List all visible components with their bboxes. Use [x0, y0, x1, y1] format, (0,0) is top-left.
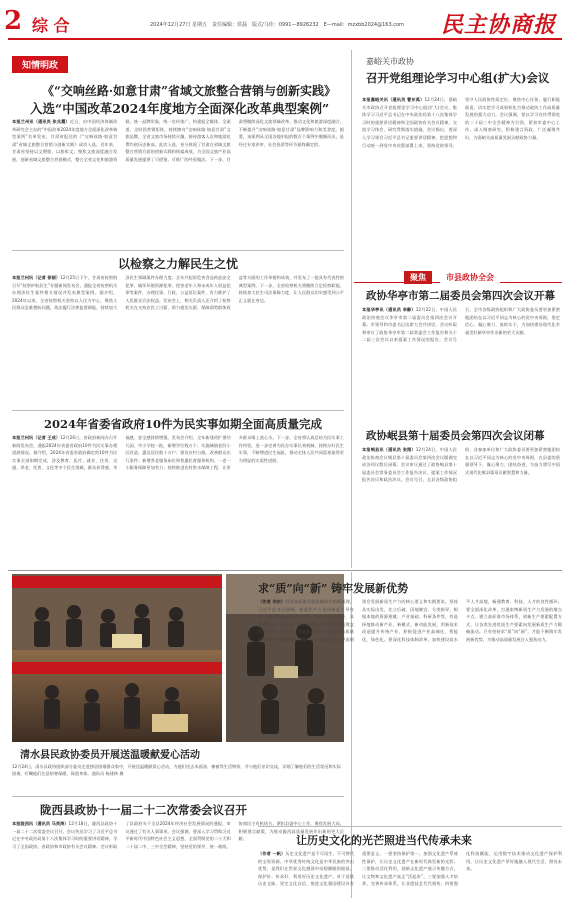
section-title: 综 合 [32, 16, 70, 35]
cppcc2-body [362, 446, 560, 554]
newspaper-logo: 民主协商报 [440, 12, 556, 38]
cppcc-tag: 聚焦 [404, 271, 432, 284]
divider-5 [258, 826, 562, 827]
page-number: 2 [4, 6, 23, 36]
divider-1 [12, 250, 344, 251]
article1-title-line2: 入选“中国改革2024年度地方全面深化改革典型案例” [30, 101, 330, 116]
article1-body [12, 118, 344, 246]
article4-title: 2024年省委省政府10件为民实事如期全面高质量完成 [44, 417, 323, 431]
photo-headline: 清水县民政协委员开展送温暖献爱心活动 [20, 750, 200, 761]
article7-text: 历史文化遗产是不可再生、不可替代的宝贵资源。中华优秀传统文化是中华民族的突出优势，是我们在世界文化激荡中站稳脚跟的根基。保护好、传承好、利用好历史文化遗产，对于延续历史文脉、坚定文化自信、推进文化强国建设具有重要意义。一要坚持保护第一，加强文化遗产系统性保护，让历史文化遗产在新时代焕发新的光彩。二要推动活化利用，创新文化遗产展示传播方式，让文物和文化遗产真正“活起来”。三要加强人才培养，完善传承体系，让非遗技艺代代相传。四要强化科技赋能，运用数字技术推动文化遗产保护利用，让历史文化遗产更好地融入现代生活，照亮未来。 [258, 851, 562, 887]
article3-text: 12月25日下午，甘肃省检察院召开“检察护航民生”专题新闻发布会，通报全省检察机关办理涉民生案件相关情况并发布典型案例。据介绍，2024年以来，全省检察机关坚持以人民为中心，聚焦人民群众急难愁盼问题，依法履行法律监督职能，持续加大涉民生领域案件办理力度。全年共起诉危害食品药品安全犯罪、破坏环境资源犯罪、侵害老年人和未成年人权益犯罪等案件，办理民事、行政、公益诉讼案件，有力维护了人民群众合法权益。发布会上，相关负责人还介绍了检察机关在支持农民工讨薪、助力根治欠薪、保障弱势群体权益等方面的工作举措和成效，并发布了一批具有代表性的典型案例。下一步，全省检察机关将继续立足检察职能，持续加大民生司法保障力度，让人民群众切实感受到公平正义就在身边。 [12, 275, 344, 311]
cppcc1-byline: 本报华亭讯（通讯员 李静） [362, 307, 416, 312]
article7-byline: （作者 一帆） [258, 851, 286, 856]
article5-byline: 本报陇西讯（通讯员 马英涛） [12, 821, 69, 826]
article3-title: 以检察之力解民生之忧 [118, 257, 239, 271]
article2-body [362, 96, 560, 270]
cppcc2-text: 12月24日，中国人民政治协商会议岷县第十届委员会第四次会议圆满完成各项议程后闭幕。会议审议通过了政协岷县第十届委员会常务委员会工作报告决议、提案工作情况报告决议和政治决议。会议号召，全县各级政协组织、各参加单位和广大政协委员要更加紧密地团结在以习近平同志为核心的党中央周围，在县委的坚强领导下，凝心聚力、团结奋进，为奋力谱写中国式现代化岷县篇章贡献智慧和力量。 [362, 447, 560, 483]
divider-2 [12, 410, 344, 411]
article2-text: 12月24日，嘉峪关市政协召开党组理论学习中心组(扩大)会议，集体学习习近平总书记在中央政治局第十八次集体学习时的重要讲话精神和全国政协有关会议精神，交流学习体会，研究贯彻落实措施。会议指出，要深入学习领会习近平总书记重要讲话精神，把思想和行动统一到党中央决策部署上来，坚持党的领导，坚守人民政协性质定位，聚焦中心任务，履行职能职责，切实把学习成果转化为推动政协工作高质量发展的强大动力。会议强调，要以学习宣传贯彻党的二十届三中全会精神为引领，紧扣市委中心工作，深入调查研究，积极建言资政，广泛凝聚共识，为嘉峪关高质量发展贡献政协力量。 [362, 97, 560, 148]
article2-title: 召开党组理论学习中心组(扩大)会议 [366, 71, 550, 85]
column-divider-2 [351, 272, 352, 568]
article6-body [258, 598, 562, 822]
article7-title: 让历史文化的光芒照进当代传承未来 [296, 834, 472, 847]
article6-text: 经济高质量发展是新时代的硬道理。习近平总书记强调，新质生产力是创新起主导作用，摆脱传统经济增长方式、生产力发展路径，具有高科技、高效能、高质量特征，符合新发展理念的先进生产力质态。发展新质生产力是推动高质量发展的内在要求和重要着力点。各地各部门要深刻领会发展新质生产力的核心要义和实践要求，坚持从实际出发，先立后破、因地制宜、分类指导，根据本地的资源禀赋、产业基础、科研条件等，有选择地推动新产业、新模式、新动能发展，用新技术改造提升传统产业，积极促进产业高端化、智能化、绿色化。要深化科技体制改革，加快建设高水平人才高地，畅通教育、科技、人才的良性循环。要全面深化改革，打通束缚新质生产力发展的堵点卡点，建立高标准市场体系，创新生产要素配置方式，让各类先进优质生产要素向发展新质生产力顺畅流动。只有坚持求“质”向“新”，才能不断铸牢发展新优势，为推动高质量发展注入强劲动力。 [258, 599, 562, 642]
event-photo [12, 574, 222, 742]
article1-text: 近日，由中国经济体制改革研究会主办的“中国改革2024年度地方全面深化改革典型案例”名单发布，甘肃省报送的《“交响丝路·如意甘肃”省域文旅整合营销与创新实践》成功入选。近年来，甘肃省坚持以文塑旅、以旅彰文，聚焦文旅深度融合发展，创新省域文旅整合营销模式，整合全省文化和旅游资源，统一品牌形象，统一宣传推广，构建起全媒体、全渠道、全时段营销矩阵，持续擦亮“交响丝路·如意甘肃”文旅品牌，全省文旅市场持续火爆，接待游客人次和旅游花费均创历史新高。此次入选，充分体现了甘肃在省域文旅整合营销方面的创新实践和探索成效，为全国文旅产业高质量发展提供了可借鉴、可推广的经验做法。下一步，甘肃将继续深化文旅领域改革，推动文化和旅游深度融合，不断提升“交响丝路·如意甘肃”品牌影响力和美誉度。据悉，该案例从全国各地申报的数百个案例中脱颖而出，是经过专家评审、社会投票等环节最终确定的。 [12, 119, 344, 162]
divider-3 [8, 570, 562, 571]
article6-byline: （作者 何东） [258, 599, 286, 604]
section-tag: 知情明政 [12, 56, 68, 73]
article3-body [12, 274, 344, 406]
article6-title: 求“质”向“新” 铸牢发展新优势 [258, 582, 409, 595]
article1-byline: 本报兰州讯（通讯员 张兆霞） [12, 119, 70, 124]
photo-caption: 12月24日，清水县政协组织部分委员走进独居困难群众家中，开展送温暖献爱心活动，为他们送去米面油、棉被等生活物资，并与他们亲切交谈，详细了解他们的生活状况和实际困难，叮嘱他们注意防寒保暖、保重身体。通讯员 杨建林 摄 [12, 764, 341, 776]
page-header [0, 0, 570, 40]
column-divider [351, 50, 352, 272]
article2-kicker: 嘉峪关市政协 [366, 57, 414, 66]
event-photo-image [12, 574, 222, 742]
cppcc2-byline: 本报岷县讯（通讯员 张翔） [362, 447, 416, 452]
cppcc2-title: 政协岷县第十届委员会第四次会议闭幕 [366, 430, 545, 442]
article7-body [258, 850, 562, 898]
article2-byline: 本报嘉峪关讯（通讯员 曹东禹） [362, 97, 425, 102]
article5-title: 陇西县政协十一届二十二次常委会议召开 [40, 803, 247, 817]
article4-byline: 本报兰州讯（记者 王成） [12, 435, 61, 440]
article5-text: 12月18日，陇西县政协十一届二十二次常委会议召开。会议传达学习了习近平总书记在中央政治局第十八次集体学习时的重要讲话精神，学习了全国政协、省政协和市政协有关会议精神。会议听取了县政府关于全县2024年经济社会发展情况的通报，审议通过了有关人事事项。会议强调，要深入学习贯彻习近平新时代中国特色社会主义思想，全面贯彻党的二十大和二十届二中、三中全会精神，坚持党的领导、统一战线、协商民主有机结合，紧扣县委中心工作，聚焦发展大局，积极建言献策，为推动陇西高质量发展作出新的更大贡献。 [12, 821, 344, 849]
article1-title-line1: 《“交响丝路·如意甘肃”省域文旅整合营销与创新实践》 [42, 84, 336, 98]
cppcc1-title: 政协华亭市第二届委员会第四次会议开幕 [366, 290, 555, 302]
header-rule [8, 38, 562, 40]
cppcc1-text: 12月22日，中国人民政治协商会议华亭市第二届委员会第四次会议开幕。市领导和市委书记出席大会并讲话。会议听取和审议了政协华亭市第二届常委会工作报告和关于二届三次会议以来提案工作情况的报告。会议号召，全市各级政协组织和广大政协委员要更加紧密地团结在以习近平同志为核心的党中央周围，坚定信心、凝心聚力、真抓实干，为加快建设现代化幸福美好新华亭作出新的更大贡献。 [362, 307, 560, 343]
cppcc-tag-sub: 市县政协全会 [440, 271, 500, 284]
page-meta: 2024年12月27日 星期五 责任编辑：侯磊 版式/马佳：0991—8926232 E—mail：mzxbb2024@163.com [150, 22, 404, 28]
article3-byline: 本报兰州讯（记者 徐丽） [12, 275, 61, 280]
cppcc1-body [362, 306, 560, 420]
article4-body [12, 434, 344, 566]
cppcc-header [354, 273, 562, 283]
article4-text: 12月26日，省政府新闻办召开新闻发布会，通报2024年省委省政府10件为民实事办理进展情况。据介绍，2024年省委省政府确定的10件为民实事全部如期完成，涉及教育、医疗、就业、住房、交通、养老、托育、文化等多个民生领域，群众获得感、幸福感、安全感持续增强。发布会介绍，全年新建改扩建幼儿园、中小学校一批，新增学位数万个；实施城镇老旧小区改造，惠及居民数十万户；建设农村公路，改善群众出行条件；新增养老服务床位和普惠托育服务机构，一老一小服务保障更加有力；持续推进农村供水保障工程，让更多群众喝上放心水。下一步，全省将认真总结为民实事工作经验，进一步完善为民办实事长效机制，持续办好民生实事，不断增进民生福祉，推动全体人民共同富裕取得更为明显的实质性进展。 [12, 435, 344, 471]
